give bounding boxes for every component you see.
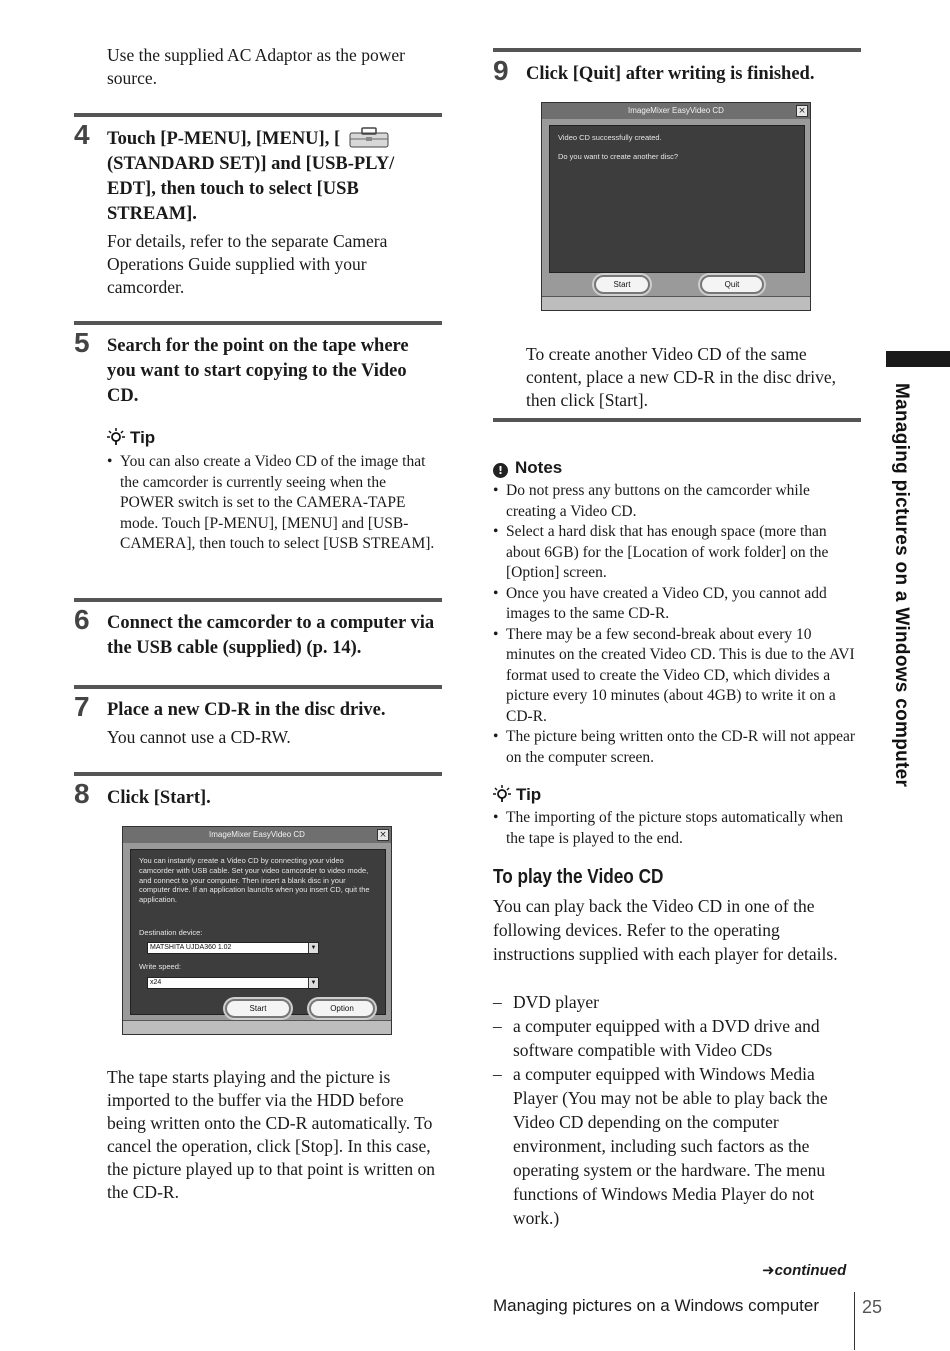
close-icon[interactable]: × xyxy=(377,829,389,841)
dialog-message: You can instantly create a Video CD by connecting your video camcorder with USB cable. Set your video camcorder to video mode, and connect to your computer. Then insert a blank disc in your computer drive. If an application launchs when you insert CD, quit the application. xyxy=(139,856,370,905)
tip-list xyxy=(493,808,861,849)
speed-label: Write speed: xyxy=(139,962,181,971)
step-4-title-part2: (STANDARD SET)] and [USB-PLY/ EDT], then touch to select [USB STREAM]. xyxy=(107,154,395,224)
step-5-tip-heading xyxy=(107,428,155,448)
notes-label: Notes xyxy=(515,458,563,477)
page-number: 25 xyxy=(862,1297,883,1317)
start-button[interactable]: Start xyxy=(594,275,650,294)
list-item: • You can also create a Video CD of the image that the camcorder is currently seeing when the POWER switch is set to the CAMERA-TAPE mode. Touch [P-MENU], [MENU] and [USB-CAMERA], then touch to select [USB STREAM]. xyxy=(107,452,442,555)
tip-label: Tip xyxy=(516,785,542,804)
dialog-panel xyxy=(549,125,805,273)
list-item: • Do not press any buttons on the camcorder while creating a Video CD. xyxy=(493,481,861,522)
step-9-divider xyxy=(493,48,861,52)
step-8-body: The tape starts playing and the picture is imported to the buffer via the HDD before being written onto the CD-R automatically. To cancel the operation, click [Stop]. In this case, the picture played up to that point is written on the CD-R. xyxy=(107,1067,436,1202)
step-9-body: To create another Video CD of the same content, place a new CD-R in the disc drive, then click [Start]. xyxy=(526,344,837,410)
list-item: • Select a hard disk that has enough space (more than about 6GB) for the [Location of work folder] on the [Option] screen. xyxy=(493,522,861,584)
step-5-number: 5 xyxy=(74,327,90,358)
dialog-status-bar xyxy=(123,1020,391,1034)
play-heading: To play the Video CD xyxy=(493,866,664,888)
quit-dialog-screenshot xyxy=(541,102,811,311)
step-6-title: Connect the camcorder to a computer via the USB cable (supplied) (p. 14). xyxy=(107,613,435,658)
play-device-list xyxy=(493,990,861,1230)
list-item: • The importing of the picture stops automatically when the tape is played to the end. xyxy=(493,808,861,849)
speed-value: x24 xyxy=(150,979,162,986)
dialog-title: ImageMixer EasyVideo CD xyxy=(542,103,810,119)
step-5-tip-label: Tip xyxy=(130,428,156,447)
chevron-down-icon[interactable]: ▼ xyxy=(308,943,318,953)
destination-label: Destination device: xyxy=(139,928,203,937)
dialog-success-message: Video CD successfully created. xyxy=(558,133,662,142)
list-item: – DVD player xyxy=(493,990,861,1014)
close-icon[interactable]: × xyxy=(796,105,808,117)
continued-label: continued xyxy=(774,1262,847,1279)
dialog-question: Do you want to create another disc? xyxy=(558,151,679,161)
step-7-number: 7 xyxy=(74,691,90,722)
dialog-status-bar xyxy=(542,296,810,310)
step-8-number: 8 xyxy=(74,778,90,809)
dialog-panel xyxy=(130,849,386,1015)
quit-button[interactable]: Quit xyxy=(700,275,764,294)
step-9-number: 9 xyxy=(493,55,509,86)
step-4-divider xyxy=(74,113,442,117)
list-item: • There may be a few second-break about every 10 minutes on the created Video CD. This is due to the AVI format used to create the Video CD, which divides a picture every 10 minutes (about 4GB) to write it on a CD-R. xyxy=(493,625,861,728)
step-9-end-divider xyxy=(493,418,861,422)
step-8-divider xyxy=(74,772,442,776)
tip-heading xyxy=(493,785,541,805)
footer-divider xyxy=(854,1292,855,1350)
list-item: – a computer equipped with a DVD drive and software compatible with Video CDs xyxy=(493,1014,861,1062)
arrow-right-icon: ➜ xyxy=(762,1262,775,1279)
lightbulb-icon xyxy=(493,785,511,803)
step-4-number: 4 xyxy=(74,119,90,150)
step-5-divider xyxy=(74,321,442,325)
list-item: • The picture being written onto the CD-R will not appear on the computer screen. xyxy=(493,727,861,768)
lightbulb-icon xyxy=(107,428,125,446)
step-4-body: For details, refer to the separate Camera Operations Guide supplied with your camcorder. xyxy=(107,231,388,297)
step-7-divider xyxy=(74,685,442,689)
intro-text: Use the supplied AC Adaptor as the power source. xyxy=(107,45,405,88)
destination-value: MATSHITA UJDA360 1.02 xyxy=(150,944,232,951)
chevron-down-icon[interactable]: ▼ xyxy=(308,978,318,988)
speed-select[interactable] xyxy=(147,977,319,989)
option-button[interactable]: Option xyxy=(309,999,375,1018)
step-9-title: Click [Quit] after writing is finished. xyxy=(526,64,815,84)
list-item: • Once you have created a Video CD, you cannot add images to the same CD-R. xyxy=(493,584,861,625)
step-5-title: Search for the point on the tape where you want to start copying to the Video CD. xyxy=(107,336,409,406)
dialog-title: ImageMixer EasyVideo CD xyxy=(123,827,391,843)
start-button[interactable]: Start xyxy=(225,999,291,1018)
notes-list xyxy=(493,481,861,768)
step-7-title: Place a new CD-R in the disc drive. xyxy=(107,700,386,720)
notes-icon: ! xyxy=(493,463,508,478)
continued-indicator xyxy=(762,1261,846,1279)
start-dialog-screenshot xyxy=(122,826,392,1035)
play-body: You can play back the Video CD in one of the following devices. Refer to the operating instructions supplied with each player for details. xyxy=(493,896,838,964)
step-7-body: You cannot use a CD-RW. xyxy=(107,727,291,747)
destination-select[interactable] xyxy=(147,942,319,954)
side-tab-text: Managing pictures on a Windows computer xyxy=(891,383,912,788)
step-4-title xyxy=(107,126,442,227)
footer-section-title: Managing pictures on a Windows computer xyxy=(493,1296,819,1315)
list-item: – a computer equipped with Windows Media Player (You may not be able to play back the Video CD depending on the computer environment, including such factors as the operating system or the hardware. The menu functions of Windows Media Player do not work.) xyxy=(493,1062,861,1230)
side-tab-label xyxy=(888,383,914,803)
notes-heading xyxy=(493,458,562,478)
step-8-title: Click [Start]. xyxy=(107,788,211,808)
step-6-number: 6 xyxy=(74,604,90,635)
side-tab-marker xyxy=(886,351,950,367)
step-5-tip-list xyxy=(107,452,442,555)
toolbox-icon xyxy=(348,126,390,148)
step-6-divider xyxy=(74,598,442,602)
step-4-title-part1: Touch [P-MENU], [MENU], [ xyxy=(107,129,341,149)
